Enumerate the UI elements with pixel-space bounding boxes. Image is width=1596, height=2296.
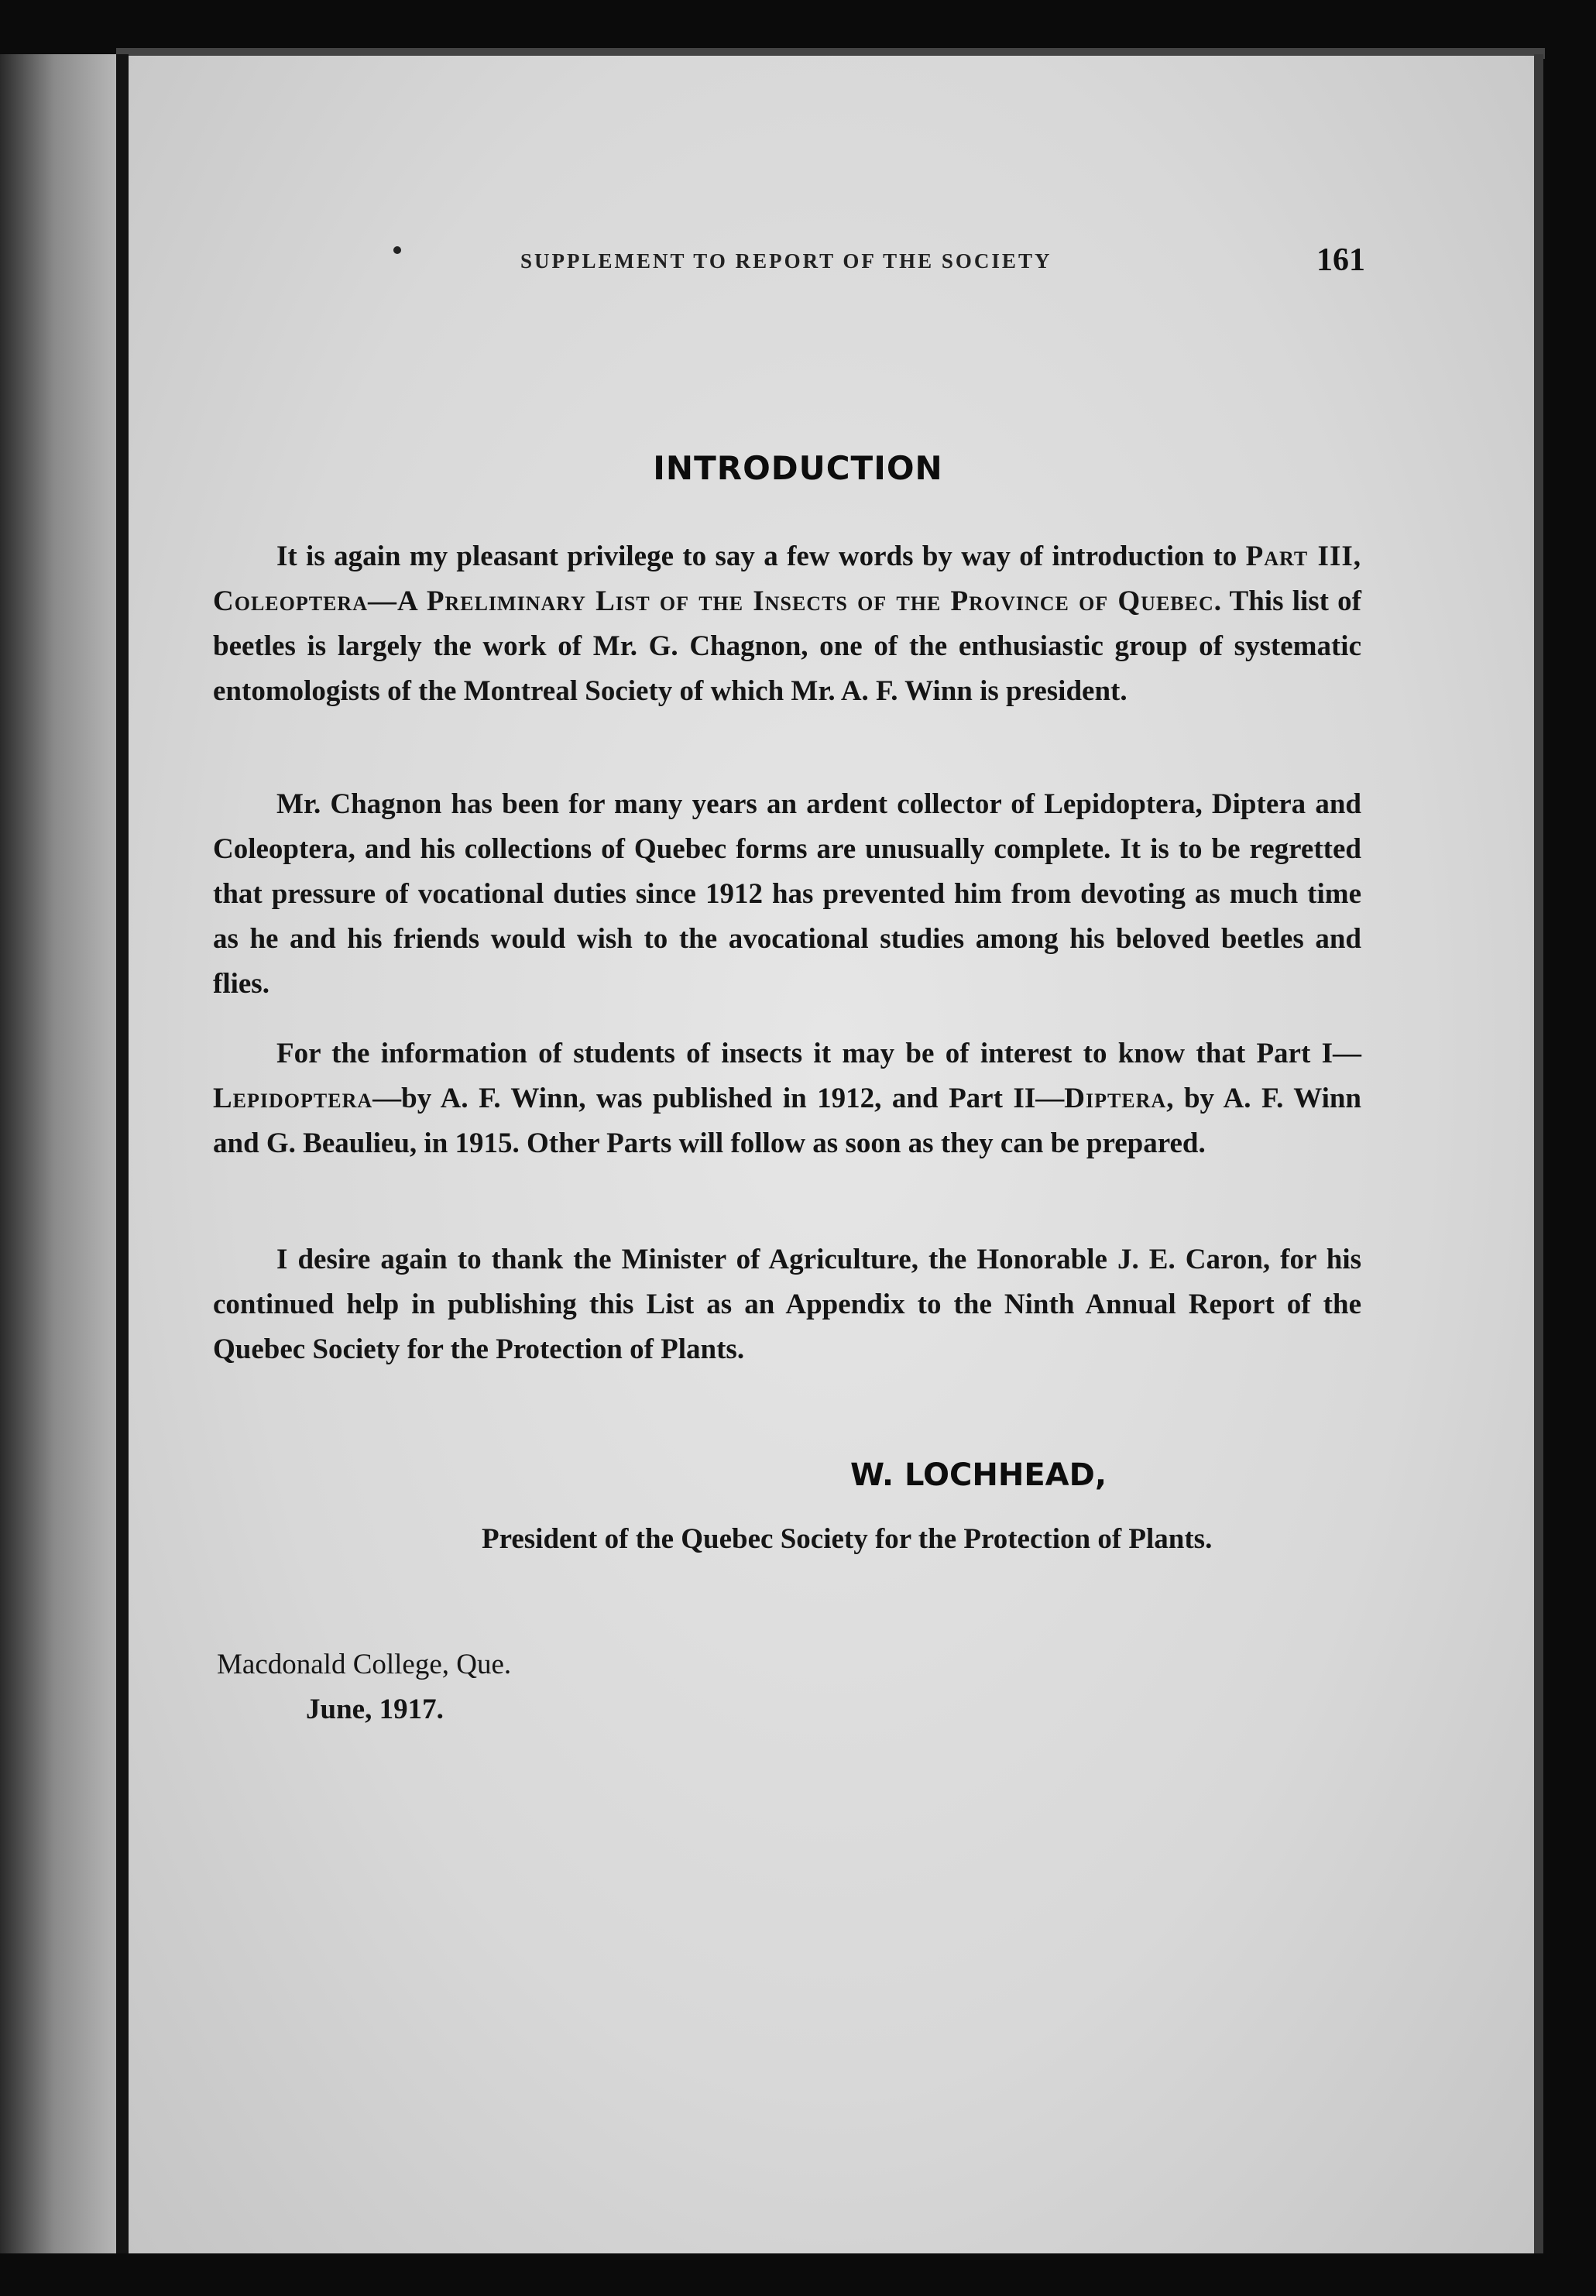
- paragraph-1: [213, 534, 1361, 714]
- header-dot: [393, 246, 401, 254]
- diptera-label: Diptera: [1064, 1083, 1167, 1114]
- closing-place: Macdonald College, Que.: [217, 1649, 512, 1680]
- paragraph-3-text-e: , by A. F. Winn and G. Beaulieu, in 1915. Other Parts will follow as soon as they can be prepared.: [213, 1083, 1362, 1159]
- paragraph-1-text-a: It is again my pleasant privilege to say a few words by way of introduction to: [276, 541, 1246, 572]
- paragraph-3: [213, 1031, 1361, 1166]
- facing-page-strip: [0, 54, 120, 2269]
- paragraph-4-text: I desire again to thank the Minister of Agriculture, the Honorable J. E. Caron, for his continued help in publishing this List as an Appendix to the Ninth Annual Report of the Quebec Society for the Protection of Plants.: [213, 1244, 1361, 1365]
- paragraph-4: [213, 1237, 1361, 1372]
- part-iii-title: Part III, Coleoptera—A Preliminary List of the Insects of the Province of Quebec: [213, 541, 1361, 617]
- scan-bottom-border: [0, 2253, 1596, 2296]
- running-header: SUPPLEMENT TO REPORT OF THE SOCIETY: [520, 249, 1052, 273]
- paragraph-3-text-c: —by A. F. Winn, was published in 1912, and Part II—: [372, 1083, 1065, 1114]
- section-title: INTRODUCTION: [653, 449, 943, 487]
- page-number: 161: [1316, 242, 1365, 278]
- paragraph-2-text: Mr. Chagnon has been for many years an ardent collector of Lepidoptera, Diptera and Coleoptera, and his collections of Quebec forms are unusually complete. It is to be regretted that pressure of vocational duties since 1912 has prevented him from devoting as much time as he and his friends would wish to the avocational studies among his beloved beetles and flies.: [213, 788, 1361, 1000]
- page-right-edge: [1534, 54, 1543, 2269]
- book-spine: [116, 54, 129, 2269]
- closing-date: June, 1917.: [306, 1694, 444, 1725]
- paragraph-1-text-c: . This list of beetles is largely the work of Mr. G. Chagnon, one of the enthusiastic group of systematic entomologists of the Montreal Society of which Mr. A. F. Winn is president.: [213, 585, 1361, 707]
- paragraph-3-text-a: For the information of students of insects it may be of interest to know that Part I—: [276, 1038, 1361, 1069]
- paragraph-2: [213, 782, 1361, 1007]
- signature-name: W. LOCHHEAD,: [850, 1457, 1107, 1493]
- lepidoptera-label: Lepidoptera: [213, 1083, 373, 1114]
- signature-title: President of the Quebec Society for the Protection of Plants.: [482, 1523, 1213, 1555]
